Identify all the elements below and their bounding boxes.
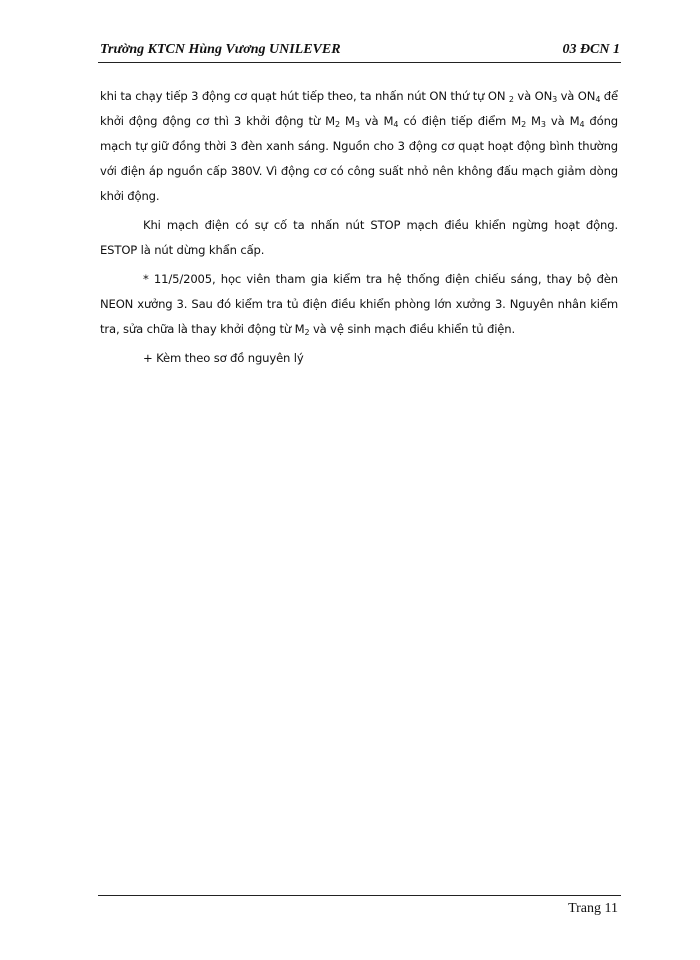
page-number: Trang 11 — [568, 901, 618, 916]
document-body — [100, 84, 618, 371]
paragraph-inspection-log: * 11/5/2005, học viên tham gia kiểm tra hệ thống điện chiếu sáng, thay bộ đèn NEON xưởng 3. Sau đó kiểm tra tủ điện điều khiển phòng lớn xưởng 3. Nguyên nhân kiểm tra, sửa chữa là thay khởi động từ $M_2$ và vệ sinh mạch điều khiển tủ điện. — [100, 272, 618, 337]
paragraph-attachment-note: + Kèm theo sơ đồ nguyên lý — [143, 351, 304, 365]
header-divider — [98, 62, 621, 63]
paragraph-stop: Khi mạch điện có sự cố ta nhấn nút STOP mạch điều khiển ngừng hoạt động. ESTOP là nút dừng khẩn cấp. — [100, 218, 618, 257]
footer-divider — [98, 895, 621, 896]
paragraph-motor-start: khi ta chạy tiếp 3 động cơ quạt hút tiếp theo, ta nhấn nút ON thứ tự ON $_2$ và $ON_3$ và $ON_4$ để khởi động động cơ thì 3 khởi động từ $M_2$ $M_3$ và $M_4$ có điện tiếp điểm $M_2$ $M_3$ và $M_4$ đóng mạch tự giữ đồng thời 3 đèn xanh sáng. Nguồn cho 3 động cơ quạt hoạt động bình thường với điện áp nguồn cấp 380V. Vì động cơ có công suất nhỏ nên không đấu mạch giảm dòng khởi động. — [100, 89, 618, 203]
header-class-code: 03 ĐCN 1 — [562, 42, 620, 57]
page-header — [100, 42, 620, 64]
header-school-name: Trường KTCN Hùng Vương UNILEVER — [100, 42, 341, 57]
